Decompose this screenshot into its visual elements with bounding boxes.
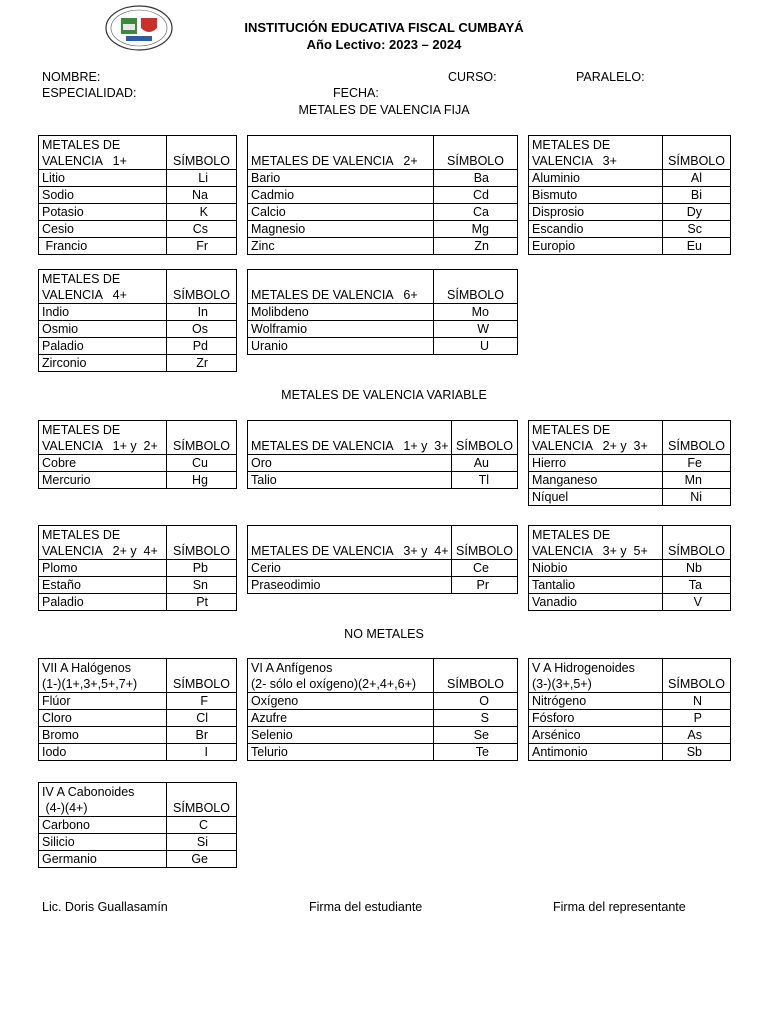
table-title [529, 136, 663, 170]
table-row [248, 321, 518, 338]
element-name: Potasio [39, 204, 167, 221]
element-name: Cesio [39, 221, 167, 238]
element-symbol: Hg [167, 472, 237, 489]
table-v4 [38, 269, 237, 372]
element-name: Sodio [39, 187, 167, 204]
element-name: Manganeso [529, 472, 663, 489]
table-v23 [528, 420, 731, 506]
element-name: Calcio [248, 204, 434, 221]
table-row [248, 577, 518, 594]
element-symbol: Zr [167, 355, 237, 372]
element-name: Francio [39, 238, 167, 255]
element-symbol: Dy [663, 204, 731, 221]
element-symbol: In [167, 304, 237, 321]
table-row [529, 238, 731, 255]
element-name: Indio [39, 304, 167, 321]
element-name: Cloro [39, 710, 167, 727]
table-row [39, 170, 237, 187]
section-valencia-variable: METALES DE VALENCIA VARIABLE [281, 388, 487, 402]
table-row [529, 710, 731, 727]
element-name: Aluminio [529, 170, 663, 187]
symbol-header: SÍMBOLO [452, 526, 518, 560]
element-name: Talio [248, 472, 452, 489]
element-symbol: Pr [452, 577, 518, 594]
element-symbol: K [167, 204, 237, 221]
table-v24 [38, 525, 237, 611]
element-symbol: Mo [434, 304, 518, 321]
table-row [39, 455, 237, 472]
table-v12 [38, 420, 237, 489]
element-symbol: Ni [663, 489, 731, 506]
table-title [39, 526, 167, 560]
element-symbol: Si [167, 834, 237, 851]
element-symbol: Nb [663, 560, 731, 577]
table-title [248, 136, 434, 170]
element-symbol: S [434, 710, 518, 727]
element-symbol: Bi [663, 187, 731, 204]
table-row [39, 594, 237, 611]
table-title-line [251, 271, 430, 287]
element-name: Cobre [39, 455, 167, 472]
table-header-row [248, 421, 518, 455]
element-name: Bismuto [529, 187, 663, 204]
table-halogenos [38, 658, 237, 761]
table-row [39, 744, 237, 761]
table-v35 [528, 525, 731, 611]
table-row [39, 817, 237, 834]
student-signature-label: Firma del estudiante [309, 900, 423, 914]
institution-title: INSTITUCIÓN EDUCATIVA FISCAL CUMBAYÁ [244, 20, 524, 35]
element-name: Oro [248, 455, 452, 472]
nombre-label: NOMBRE: [42, 70, 101, 84]
table-title-line [251, 527, 448, 543]
element-name: Telurio [248, 744, 434, 761]
element-name: Litio [39, 170, 167, 187]
table-row [39, 204, 237, 221]
table-header-row [39, 421, 237, 455]
element-name: Tantalio [529, 577, 663, 594]
table-title-line: METALES DE VALENCIA 2+ [251, 154, 418, 168]
table-title [39, 136, 167, 170]
element-name: Wolframio [248, 321, 434, 338]
symbol-header: SÍMBOLO [167, 783, 237, 817]
table-title [39, 270, 167, 304]
symbol-header: SÍMBOLO [434, 136, 518, 170]
element-name: Zirconio [39, 355, 167, 372]
symbol-header: SÍMBOLO [434, 270, 518, 304]
element-symbol: Cd [434, 187, 518, 204]
element-name: Germanio [39, 851, 167, 868]
element-symbol: Os [167, 321, 237, 338]
table-row [248, 238, 518, 255]
table-title-line: VALENCIA 1+ [42, 154, 127, 168]
symbol-header: SÍMBOLO [663, 136, 731, 170]
symbol-header: SÍMBOLO [663, 421, 731, 455]
table-row [529, 560, 731, 577]
table-title-line: (2- sólo el oxígeno)(2+,4+,6+) [251, 677, 417, 691]
element-symbol: Mg [434, 221, 518, 238]
element-symbol: Al [663, 170, 731, 187]
table-row [39, 304, 237, 321]
table-title-line: METALES DE [532, 423, 611, 437]
table-header-row [248, 136, 518, 170]
element-name: Estaño [39, 577, 167, 594]
school-year: Año Lectivo: 2023 – 2024 [306, 37, 462, 52]
table-row [248, 170, 518, 187]
element-symbol: Sn [167, 577, 237, 594]
table-row [39, 727, 237, 744]
element-name: Mercurio [39, 472, 167, 489]
table-row [39, 693, 237, 710]
table-row [529, 489, 731, 506]
table-title [248, 659, 434, 693]
element-symbol: U [434, 338, 518, 355]
element-name: Niobio [529, 560, 663, 577]
table-header-row [529, 136, 731, 170]
table-v6 [247, 269, 518, 355]
table-row [248, 560, 518, 577]
table-row [39, 560, 237, 577]
table-header-row [248, 270, 518, 304]
element-name: Paladio [39, 594, 167, 611]
table-row [39, 338, 237, 355]
table-row [248, 455, 518, 472]
table-row [529, 455, 731, 472]
table-v1 [38, 135, 237, 255]
table-title [248, 270, 434, 304]
table-title [248, 526, 452, 560]
element-symbol: Au [452, 455, 518, 472]
table-v13 [247, 420, 518, 489]
table-title [39, 659, 167, 693]
element-symbol: V [663, 594, 731, 611]
symbol-header: SÍMBOLO [663, 526, 731, 560]
element-name: Fósforo [529, 710, 663, 727]
table-title [529, 526, 663, 560]
symbol-header: SÍMBOLO [167, 136, 237, 170]
table-title-line: VALENCIA 4+ [42, 288, 127, 302]
table-hidrogenoides [528, 658, 731, 761]
table-title [529, 659, 663, 693]
element-symbol: Eu [663, 238, 731, 255]
element-name: Cadmio [248, 187, 434, 204]
element-name: Oxígeno [248, 693, 434, 710]
table-anfigenos [247, 658, 518, 761]
element-symbol: Pt [167, 594, 237, 611]
table-row [248, 744, 518, 761]
element-name: Bromo [39, 727, 167, 744]
table-header-row [39, 270, 237, 304]
table-title-line: METALES DE [42, 528, 121, 542]
table-title-line: METALES DE VALENCIA 6+ [251, 288, 418, 302]
element-name: Escandio [529, 221, 663, 238]
table-row [248, 221, 518, 238]
table-row [39, 238, 237, 255]
table-title-line [251, 137, 430, 153]
element-symbol: Mn [663, 472, 731, 489]
element-symbol: Pb [167, 560, 237, 577]
table-title [39, 421, 167, 455]
element-symbol: F [167, 693, 237, 710]
element-name: Praseodimio [248, 577, 452, 594]
table-title-line: VALENCIA 2+ y 4+ [42, 544, 158, 558]
table-header-row [39, 659, 237, 693]
table-v34 [247, 525, 518, 594]
table-title-line: (4-)(4+) [42, 801, 88, 815]
element-symbol: Zn [434, 238, 518, 255]
curso-label: CURSO: [448, 70, 497, 84]
element-name: Selenio [248, 727, 434, 744]
element-name: Azufre [248, 710, 434, 727]
table-row [39, 834, 237, 851]
element-symbol: Li [167, 170, 237, 187]
element-symbol: As [663, 727, 731, 744]
table-v3 [528, 135, 731, 255]
symbol-header: SÍMBOLO [167, 421, 237, 455]
element-name: Flúor [39, 693, 167, 710]
table-title-line: METALES DE [532, 528, 611, 542]
element-name: Paladio [39, 338, 167, 355]
element-name: Arsénico [529, 727, 663, 744]
element-symbol: Cu [167, 455, 237, 472]
paralelo-label: PARALELO: [576, 70, 645, 84]
element-name: Osmio [39, 321, 167, 338]
fecha-label: FECHA: [333, 86, 379, 100]
table-title-line: VALENCIA 3+ y 5+ [532, 544, 648, 558]
element-symbol: Sc [663, 221, 731, 238]
element-symbol: Te [434, 744, 518, 761]
element-symbol: Ce [452, 560, 518, 577]
table-header-row [529, 659, 731, 693]
element-symbol: I [167, 744, 237, 761]
element-name: Nitrógeno [529, 693, 663, 710]
table-title-line: (3-)(3+,5+) [532, 677, 592, 691]
table-row [529, 744, 731, 761]
element-name: Níquel [529, 489, 663, 506]
element-name: Europio [529, 238, 663, 255]
element-symbol: Na [167, 187, 237, 204]
symbol-header: SÍMBOLO [167, 526, 237, 560]
symbol-header: SÍMBOLO [663, 659, 731, 693]
table-title-line: IV A Cabonoides [42, 785, 135, 799]
table-row [529, 472, 731, 489]
table-v2 [247, 135, 518, 255]
element-symbol: Sb [663, 744, 731, 761]
table-row [39, 851, 237, 868]
element-symbol: W [434, 321, 518, 338]
table-title-line: VI A Anfígenos [251, 661, 333, 675]
element-symbol: Cl [167, 710, 237, 727]
table-row [248, 710, 518, 727]
element-name: Uranio [248, 338, 434, 355]
symbol-header: SÍMBOLO [434, 659, 518, 693]
table-row [529, 221, 731, 238]
table-header-row [39, 136, 237, 170]
element-symbol: Pd [167, 338, 237, 355]
table-title-line: METALES DE VALENCIA 1+ y 3+ [251, 439, 449, 453]
table-header-row [248, 526, 518, 560]
element-name: Magnesio [248, 221, 434, 238]
element-symbol: Fr [167, 238, 237, 255]
table-title [529, 421, 663, 455]
table-row [529, 170, 731, 187]
teacher-name: Lic. Doris Guallasamín [42, 900, 168, 914]
element-name: Disprosio [529, 204, 663, 221]
table-header-row [248, 659, 518, 693]
table-title-line: VII A Halógenos [42, 661, 131, 675]
table-row [39, 187, 237, 204]
table-title-line: METALES DE [532, 138, 611, 152]
element-symbol: Ca [434, 204, 518, 221]
table-header-row [39, 783, 237, 817]
table-row [248, 204, 518, 221]
symbol-header: SÍMBOLO [452, 421, 518, 455]
element-symbol: Br [167, 727, 237, 744]
table-title-line [251, 422, 448, 438]
table-header-row [529, 421, 731, 455]
section-valencia-fija: METALES DE VALENCIA FIJA [298, 103, 470, 117]
element-symbol: Fe [663, 455, 731, 472]
table-row [529, 727, 731, 744]
table-row [248, 727, 518, 744]
element-name: Vanadio [529, 594, 663, 611]
table-title-line: V A Hidrogenoides [532, 661, 635, 675]
table-title-line: METALES DE [42, 423, 121, 437]
element-name: Hierro [529, 455, 663, 472]
table-row [39, 221, 237, 238]
table-title-line: VALENCIA 1+ y 2+ [42, 439, 158, 453]
table-title-line: METALES DE [42, 272, 121, 286]
element-symbol: Ta [663, 577, 731, 594]
element-name: Antimonio [529, 744, 663, 761]
table-title-line: VALENCIA 2+ y 3+ [532, 439, 648, 453]
table-title-line: VALENCIA 3+ [532, 154, 617, 168]
table-title-line: METALES DE [42, 138, 121, 152]
table-row [39, 355, 237, 372]
table-row [39, 577, 237, 594]
table-title [39, 783, 167, 817]
element-symbol: C [167, 817, 237, 834]
table-row [529, 204, 731, 221]
table-header-row [529, 526, 731, 560]
table-row [248, 304, 518, 321]
symbol-header: SÍMBOLO [167, 659, 237, 693]
element-name: Plomo [39, 560, 167, 577]
element-symbol: O [434, 693, 518, 710]
element-name: Iodo [39, 744, 167, 761]
element-name: Carbono [39, 817, 167, 834]
especialidad-label: ESPECIALIDAD: [42, 86, 137, 100]
table-row [529, 594, 731, 611]
table-row [248, 693, 518, 710]
table-header-row [39, 526, 237, 560]
element-symbol: N [663, 693, 731, 710]
element-symbol: Tl [452, 472, 518, 489]
element-name: Zinc [248, 238, 434, 255]
element-symbol: Cs [167, 221, 237, 238]
element-symbol: P [663, 710, 731, 727]
table-row [248, 338, 518, 355]
table-title-line: METALES DE VALENCIA 3+ y 4+ [251, 544, 449, 558]
table-title [248, 421, 452, 455]
section-no-metales: NO METALES [344, 627, 424, 641]
table-title-line: (1-)(1+,3+,5+,7+) [42, 677, 138, 691]
table-row [248, 187, 518, 204]
table-carbonoides [38, 782, 237, 868]
element-symbol: Ba [434, 170, 518, 187]
element-name: Bario [248, 170, 434, 187]
element-name: Molibdeno [248, 304, 434, 321]
table-row [248, 472, 518, 489]
element-symbol: Ge [167, 851, 237, 868]
element-name: Silicio [39, 834, 167, 851]
table-row [39, 472, 237, 489]
table-row [529, 693, 731, 710]
symbol-header: SÍMBOLO [167, 270, 237, 304]
table-row [39, 321, 237, 338]
table-row [39, 710, 237, 727]
element-name: Cerio [248, 560, 452, 577]
table-row [529, 577, 731, 594]
representative-signature-label: Firma del representante [553, 900, 686, 914]
element-symbol: Se [434, 727, 518, 744]
table-row [529, 187, 731, 204]
